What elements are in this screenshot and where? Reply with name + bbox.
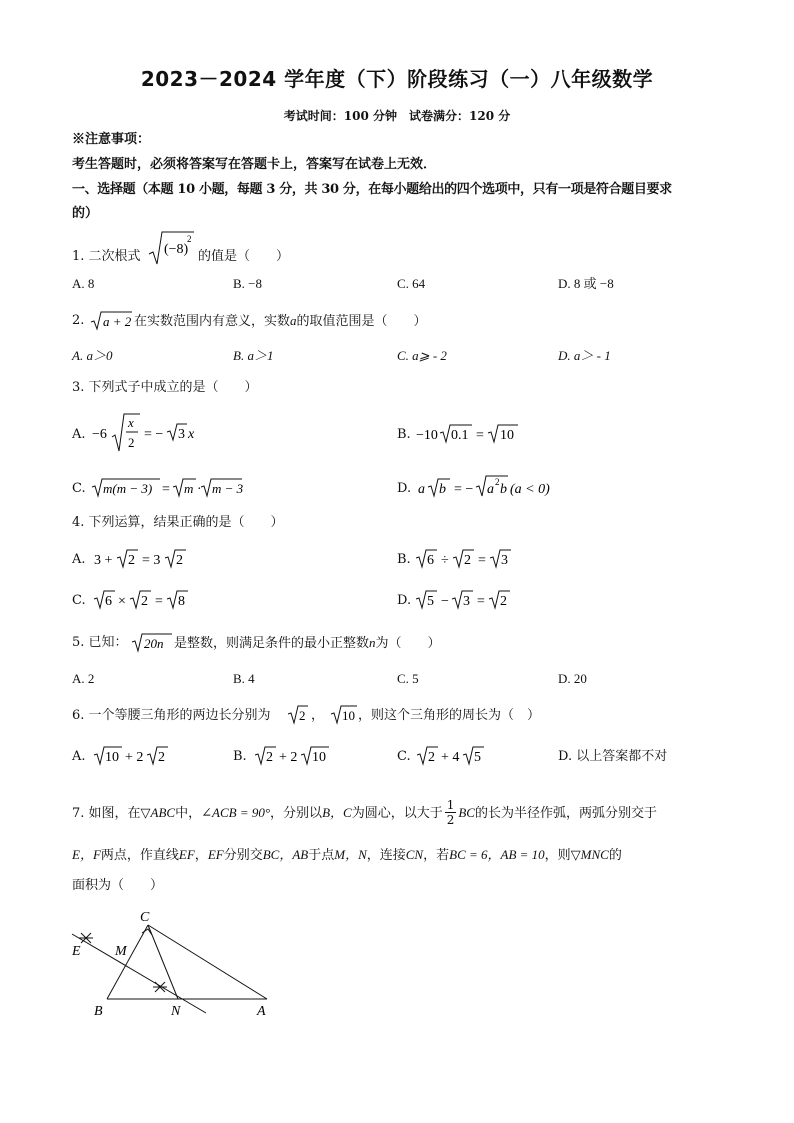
svg-text:2: 2: [464, 553, 471, 568]
svg-text:10: 10: [342, 708, 355, 723]
svg-text:10: 10: [105, 750, 119, 765]
svg-text:20n: 20n: [144, 636, 164, 651]
svg-text:0.1: 0.1: [451, 428, 469, 443]
svg-text:(a < 0): (a < 0): [510, 482, 550, 497]
label-e: E: [72, 944, 81, 959]
svg-text:×: ×: [118, 594, 126, 609]
svg-text:=: =: [476, 428, 484, 443]
q5-text: 是整数，则满足条件的最小正整数n为（ ）: [174, 635, 441, 651]
q6-option-d: D. 以上答案都不对: [558, 749, 668, 764]
q2-expr: a + 2: [103, 314, 132, 329]
q3-option-d-label: D.: [397, 481, 412, 496]
notes-line: 考生答题时，必须将答案写在答题卡上，答案写在试卷上无效．: [72, 157, 437, 172]
segment-ca: [148, 925, 267, 999]
label-n: N: [171, 1004, 181, 1019]
svg-text:2: 2: [428, 750, 435, 765]
svg-text:5: 5: [474, 750, 481, 765]
q1-expr: (−8): [164, 242, 189, 257]
svg-text:6: 6: [427, 553, 434, 568]
q6-option-c-label: C.: [397, 749, 411, 764]
svg-text:=: =: [478, 553, 486, 568]
q3-stem: 3. 下列式子中成立的是（ ）: [72, 380, 258, 395]
segment-bc: [107, 925, 148, 999]
q5-option-b: B. 4: [233, 671, 255, 686]
svg-text:a: a: [418, 482, 425, 497]
label-m: M: [115, 944, 127, 959]
q6-sep: ，: [311, 708, 325, 723]
svg-text:2: 2: [500, 594, 507, 609]
q6-option-a-expr: [92, 744, 182, 770]
svg-text:x: x: [128, 415, 134, 430]
q6-option-c-expr: [415, 744, 505, 770]
label-c: C: [140, 910, 150, 925]
svg-text:=: =: [155, 594, 163, 609]
q1-option-a: A. 8: [72, 276, 95, 291]
notes-heading: ※注意事项：: [72, 132, 151, 147]
q2-number: 2.: [72, 313, 85, 328]
q4-option-d-label: D.: [397, 593, 412, 608]
q6-post: ，则这个三角形的周长为（ ）: [358, 708, 541, 723]
q6-pre: 6. 一个等腰三角形的两边长分别为: [72, 708, 271, 723]
q3-option-b-expr: [414, 422, 524, 448]
q4-option-c-expr: [92, 588, 202, 614]
svg-text:6: 6: [105, 594, 112, 609]
svg-text:= −: = −: [454, 482, 474, 497]
section-heading-line1: 一、选择题（本题 10 小题，每题 3 分，共 30 分，在每小题给出的四个选项中，只有一项是符合题目要求: [72, 182, 672, 197]
svg-text:+ 4: + 4: [441, 750, 460, 765]
q1-option-c: C. 64: [397, 276, 426, 291]
q3-option-a-expr: [90, 410, 210, 456]
svg-text:2: 2: [128, 435, 135, 450]
svg-text:= 3: = 3: [142, 553, 161, 568]
q2-option-b: B. a＞1: [233, 348, 274, 363]
q4-option-b-label: B.: [397, 552, 411, 567]
q4-option-a-label: A.: [72, 552, 86, 567]
q1-option-b: B. −8: [233, 276, 263, 291]
q4-option-c-label: C.: [72, 593, 86, 608]
q7-fraction: $\frac{1}{2}$: [446, 798, 455, 827]
q2-radical: [90, 309, 134, 333]
q5-pre: 5. 已知：: [72, 635, 128, 650]
svg-text:a: a: [487, 482, 494, 497]
svg-text:10: 10: [500, 428, 514, 443]
q4-option-a-expr: [92, 547, 202, 573]
q3-option-d-expr: [414, 472, 564, 502]
svg-text:=: =: [477, 594, 485, 609]
exam-info: 考试时间：100 分钟 试卷满分：120 分: [283, 109, 511, 123]
svg-text:−: −: [441, 594, 449, 609]
svg-text:3: 3: [178, 427, 185, 442]
q3-option-a-label: A.: [72, 427, 86, 442]
q2-var: a: [290, 313, 297, 328]
page-title: 2023－2024 学年度（下）阶段练习（一）八年级数学: [140, 67, 654, 91]
q5-option-a: A. 2: [72, 671, 95, 686]
svg-text:3: 3: [463, 594, 470, 609]
q3-option-b-label: B.: [397, 427, 411, 442]
section-heading-line2: 的）: [72, 206, 99, 221]
q1-sup: 2: [187, 234, 192, 244]
q2-text2: 的取值范围是（ ）: [296, 314, 427, 329]
svg-text:8: 8: [178, 594, 185, 609]
q1-pre: 二次根式: [88, 249, 141, 264]
svg-text:m: m: [184, 481, 194, 496]
q2-text1: 在实数范围内有意义，实数: [134, 314, 291, 329]
svg-text:m(m − 3): m(m − 3): [103, 481, 153, 496]
q4-stem: 4. 下列运算，结果正确的是（ ）: [72, 515, 284, 530]
svg-text:=: =: [162, 482, 170, 497]
svg-text:2: 2: [128, 553, 135, 568]
q3-option-c-label: C.: [72, 481, 86, 496]
svg-text:10: 10: [312, 750, 326, 765]
svg-text:3: 3: [501, 553, 508, 568]
svg-text:x: x: [188, 427, 195, 442]
label-a: A: [257, 1004, 266, 1019]
svg-text:2: 2: [299, 708, 306, 723]
question-1-stem: [72, 248, 141, 266]
q1-option-d: D. 8 或 −8: [558, 276, 614, 291]
q5-option-c: C. 5: [397, 671, 419, 686]
line-ef: [72, 934, 206, 1013]
arc-mark-e: [79, 933, 93, 943]
svg-text:2: 2: [266, 750, 273, 765]
q6-option-b-expr: [253, 744, 343, 770]
q2-text: [134, 312, 427, 331]
q2-option-c: C. a⩾ - 2: [397, 348, 447, 363]
svg-text:= −: = −: [144, 427, 164, 442]
svg-text:2: 2: [141, 594, 148, 609]
q7-line-3: 面积为（ ）: [72, 878, 164, 893]
q5-option-d: D. 20: [558, 671, 587, 686]
q7-figure: [60, 905, 290, 1020]
svg-text:2: 2: [158, 750, 165, 765]
svg-text:÷: ÷: [441, 553, 449, 568]
q1-radical: [148, 228, 198, 268]
q6-root-1: [287, 703, 309, 727]
q6-option-b-label: B.: [233, 749, 247, 764]
q6-option-a-label: A.: [72, 749, 86, 764]
q4-option-d-expr: [414, 588, 524, 614]
svg-text:3 +: 3 +: [94, 553, 113, 568]
svg-text:m − 3: m − 3: [212, 481, 244, 496]
q4-option-b-expr: [414, 547, 524, 573]
q2-option-a: A. a＞0: [72, 348, 113, 363]
svg-text:+ 2: + 2: [279, 750, 298, 765]
q7-line-2: E，F两点，作直线EF，EF分别交BC，AB于点M，N，连接CN，若BC = 6，AB = 10，则▽MNC的: [72, 847, 622, 863]
svg-text:b: b: [500, 482, 507, 497]
svg-text:−10: −10: [416, 428, 438, 443]
q1-post: 的值是（ ）: [198, 249, 290, 264]
svg-text:2: 2: [176, 553, 183, 568]
svg-text:·: ·: [197, 482, 202, 497]
q5-radical: [131, 631, 175, 655]
q2-option-d: D. a＞ - 1: [558, 348, 611, 363]
label-b: B: [94, 1004, 103, 1019]
svg-text:−6: −6: [92, 427, 107, 442]
q7-line-1: 7. 如图，在▽ABC中，∠ACB = 90°，分别以B，C为圆心，以大于 $\frac{1}{2}$ BC的长为半径作弧，两弧分别交于: [72, 798, 657, 827]
q3-option-c-expr: [90, 476, 250, 502]
q1-number: 1.: [72, 249, 85, 264]
svg-text:+ 2: + 2: [125, 750, 144, 765]
svg-text:2: 2: [495, 477, 500, 487]
svg-text:5: 5: [427, 594, 434, 609]
q6-root-2: [330, 703, 358, 727]
svg-text:b: b: [439, 482, 446, 497]
